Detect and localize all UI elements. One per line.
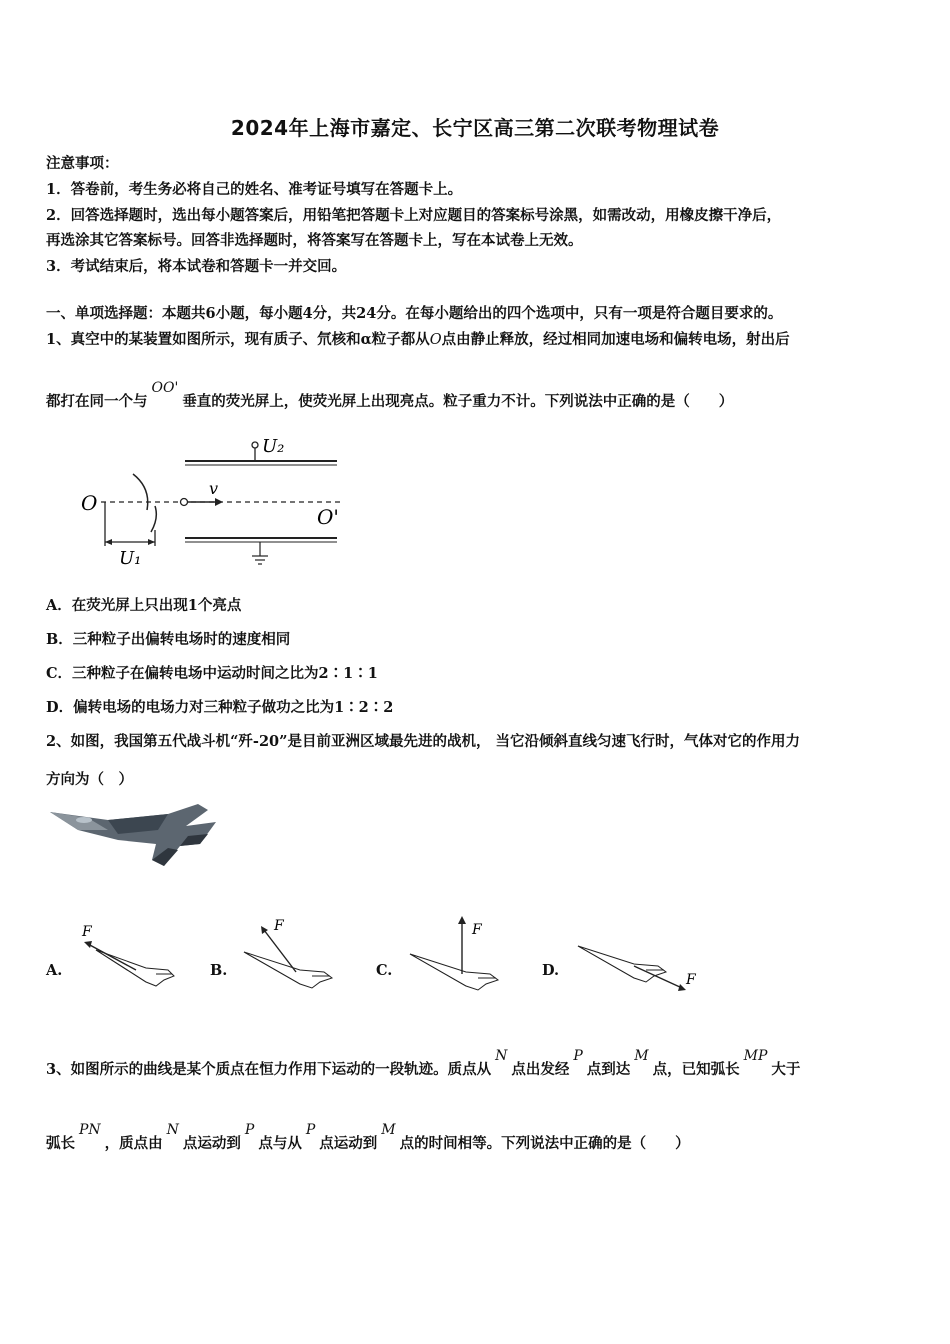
q2-option-b-figure: [240, 916, 340, 994]
q2-line2: 方向为（ ）: [46, 771, 133, 788]
q1-line2: 都打在同一个与OO'垂直的荧光屏上，使荧光屏上出现亮点。粒子重力不计。下列说法中正确的是（ ）: [46, 380, 734, 410]
section-heading: 一、单项选择题：本题共6小题，每小题4分，共24分。在每小题给出的四个选项中，只有一项是符合题目要求的。: [46, 305, 783, 322]
notice-item-2: 2．回答选择题时，选出每小题答案后，用铅笔把答题卡上对应题目的答案标号涂黑，如需改动，用橡皮擦干净后，: [46, 207, 782, 224]
q2-option-d-label: D.: [542, 962, 560, 979]
q1-option-b: B．三种粒子出偏转电场时的速度相同: [46, 631, 291, 648]
force-label-b: F: [274, 918, 284, 934]
force-label-c: F: [472, 922, 482, 938]
notice-item-3: 3．考试结束后，将本试卷和答题卡一并交回。: [46, 258, 347, 275]
q3-line2: 弧长PN，质点由N点运动到P点与从P点运动到M点的时间相等。下列说法中正确的是（ ）: [46, 1122, 690, 1152]
q3-line1: 3、如图所示的曲线是某个质点在恒力作用下运动的一段轨迹。质点从N点出发经P点到达M点，已知弧长MP大于: [46, 1048, 801, 1078]
notice-heading: 注意事项：: [46, 155, 119, 172]
q1-figure: [75, 430, 350, 570]
q1-option-d: D．偏转电场的电场力对三种粒子做功之比为1∶2∶2: [46, 699, 394, 716]
q1-line1: 1、真空中的某装置如图所示，现有质子、氘核和α粒子都从O点由静止释放，经过相同加速电场和偏转电场，射出后: [46, 331, 790, 348]
page-title: 2024年上海市嘉定、长宁区高三第二次联考物理试卷: [230, 116, 720, 140]
force-label-d: F: [686, 972, 696, 988]
label-u1: U₁: [119, 548, 142, 569]
q2-option-d-figure: [574, 936, 704, 1002]
q2-option-a-label: A.: [46, 962, 63, 979]
label-u2: U₂: [262, 436, 285, 457]
q2-option-c-label: C.: [376, 962, 393, 979]
q2-option-b-label: B.: [210, 962, 228, 979]
label-o: O: [81, 491, 98, 515]
force-label-a: F: [82, 924, 92, 940]
q2-fighter-jet-image: [48, 800, 216, 872]
q1-option-c: C．三种粒子在偏转电场中运动时间之比为2∶1∶1: [46, 665, 378, 682]
label-v: v: [209, 479, 219, 498]
q2-option-a-figure: [76, 920, 176, 994]
q2-line1: 2、如图，我国第五代战斗机“歼-20”是目前亚洲区域最先进的战机， 当它沿倾斜直线匀速飞行时，气体对它的作用力: [46, 733, 801, 750]
q1-option-a: A．在荧光屏上只出现1个亮点: [46, 597, 242, 614]
notice-item-2-cont: 再选涂其它答案标号。回答非选择题时，将答案写在答题卡上，写在本试卷上无效。: [46, 232, 583, 249]
label-o-prime: O': [317, 505, 339, 529]
notice-item-1: 1．答卷前，考生务必将自己的姓名、准考证号填写在答题卡上。: [46, 181, 463, 198]
q2-option-c-figure: [406, 912, 510, 996]
